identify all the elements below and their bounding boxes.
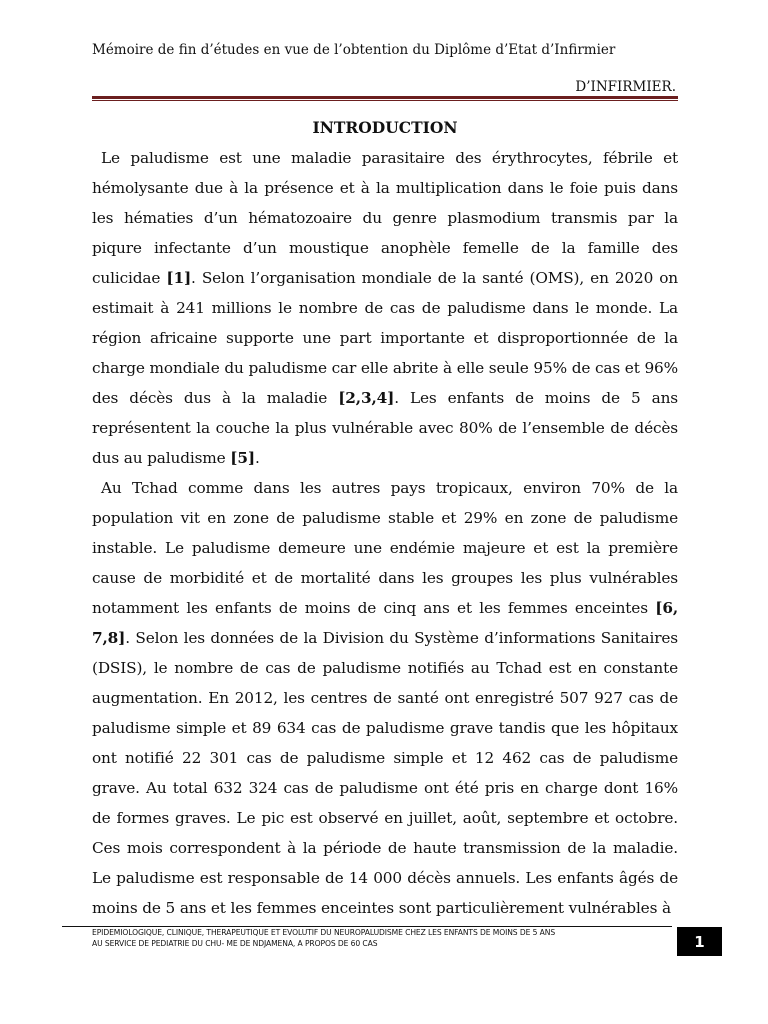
running-header-continuation: D’INFIRMIER. (575, 79, 676, 95)
text-segment: Le paludisme est une maladie parasitaire des érythrocytes, fébrile et hémolysante due à la présence et à la multiplication dans le foie puis dans les hématies d’un hématozoaire du genre plasmodium transmis par la piqure infectante d’un moustique anophèle femelle de la famille des culicidae (92, 149, 678, 287)
citation-reference: [5] (230, 449, 255, 467)
paragraph-2 (92, 473, 678, 923)
header-divider-thin (92, 100, 678, 101)
text-segment: . Les enfants de moins de 5 ans représentent la couche la plus vulnérable avec 80% de l’ensemble de décès dus au paludisme (92, 389, 678, 467)
text-segment: . Selon l’organisation mondiale de la santé (OMS), en 2020 on estimait à 241 millions le nombre de cas de paludisme dans le monde. La région africaine supporte une part importante et disproportionnée de la charge mondiale du paludisme car elle abrite à elle seule 95% de cas et 96% des décès dus à la maladie (92, 269, 678, 407)
footer-line-1: EPIDEMIOLOGIQUE, CLINIQUE, THERAPEUTIQUE ET EVOLUTIF DU NEUROPALUDISME CHEZ LES ENFANTS DE MOINS DE 5 ANS (92, 928, 556, 937)
footer-line-2: AU SERVICE DE PEDIATRIE DU CHU- ME DE NDJAMENA, A PROPOS DE 60 CAS (92, 939, 378, 948)
body-text (92, 143, 678, 923)
header-divider-thick (92, 96, 678, 99)
text-segment: Au Tchad comme dans les autres pays tropicaux, environ 70% de la population vit en zone de paludisme stable et 29% en zone de paludisme instable. Le paludisme demeure une endémie majeure et est la première cause de morbidité et de mortalité dans les groupes les plus vulnérables notamment les enfants de moins de cinq ans et les femmes enceintes (92, 479, 678, 617)
running-footer (92, 927, 672, 949)
text-segment: . Selon les données de la Division du Système d’informations Sanitaires (DSIS), le nombre de cas de paludisme notifiés au Tchad est en constante augmentation. En 2012, les centres de santé ont enregistré 507 927 cas de paludisme simple et 89 634 cas de paludisme grave tandis que les hôpitaux ont notifié 22 301 cas de paludisme simple et 12 462 cas de paludisme grave. Au total 632 324 cas de paludisme ont été pris en charge dont 16% de formes graves. Le pic est observé en juillet, août, septembre et octobre. Ces mois correspondent à la période de haute transmission de la maladie. Le paludisme est responsable de 14 000 décès annuels. Les enfants âgés de moins de 5 ans et les femmes enceintes sont particulièrement vulnérables à (92, 629, 678, 917)
paragraph-1 (92, 143, 678, 473)
citation-reference: [6, 7,8] (92, 599, 678, 647)
citation-reference: [1] (166, 269, 192, 287)
running-header-title: Mémoire de fin d’études en vue de l’obtention du Diplôme d’Etat d’Infirmier (92, 42, 616, 58)
section-title: INTRODUCTION (312, 118, 458, 137)
text-segment: . (254, 449, 260, 467)
page-number: 1 (677, 927, 722, 956)
citation-reference: [2,3,4] (338, 389, 395, 407)
